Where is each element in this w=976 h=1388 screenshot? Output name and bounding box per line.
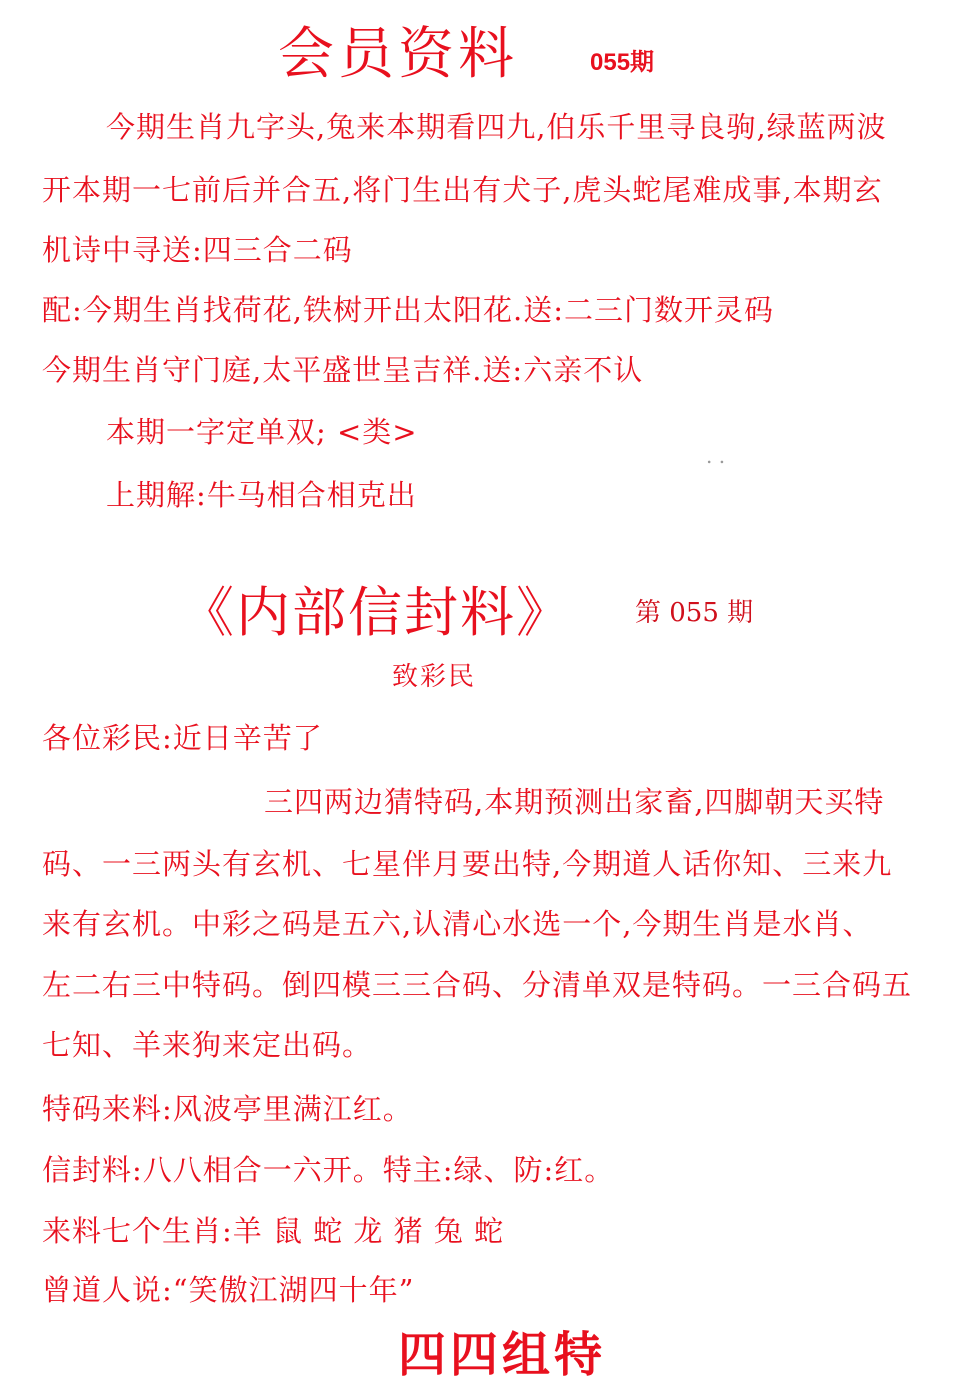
text-line: 曾道人说:“笑傲江湖四十年” — [42, 1273, 415, 1307]
page-title: 会员资料 — [278, 22, 518, 87]
text-line: 机诗中寻送:四三合二码 — [42, 233, 353, 267]
text-line: 三四两边猜特码,本期预测出家畜,四脚朝天买特 — [264, 785, 885, 819]
text-line: 来料七个生肖:羊 鼠 蛇 龙 猪 兔 蛇 — [42, 1214, 505, 1248]
issue-number: 第 055 期 — [635, 598, 754, 628]
text-line: 七知、羊来狗来定出码。 — [42, 1028, 373, 1062]
text-line: 信封料:八八相合一六开。特主:绿、防:红。 — [42, 1153, 615, 1187]
text-line: 今期生肖守门庭,太平盛世呈吉祥.送:六亲不认 — [42, 353, 644, 387]
stray-dots: . . — [706, 444, 726, 468]
text-line: 配:今期生肖找荷花,铁树开出太阳花.送:二三门数开灵码 — [42, 293, 774, 327]
greeting: 各位彩民:近日辛苦了 — [42, 721, 323, 755]
final-heading: 四四组特 — [398, 1327, 607, 1383]
text-line: 开本期一七前后并合五,将门生出有犬子,虎头蛇尾难成事,本期玄 — [42, 173, 883, 207]
text-line: 左二右三中特码。倒四模三三合码、分清单双是特码。一三合码五 — [42, 968, 913, 1002]
section-title: 《内部信封料》 — [180, 581, 572, 644]
text-line: 来有玄机。中彩之码是五六,认清心水选一个,今期生肖是水肖、 — [42, 907, 873, 941]
text-line: 码、一三两头有玄机、七星伴月要出特,今期道人话你知、三来九 — [42, 847, 893, 881]
subtitle: 致彩民 — [392, 662, 477, 692]
text-line: 上期解:牛马相合相克出 — [106, 478, 417, 512]
text-line: 今期生肖九字头,兔来本期看四九,伯乐千里寻良驹,绿蓝两波 — [106, 110, 887, 144]
text-line: 本期一字定单双; <类> — [106, 415, 418, 449]
issue-number: 055期 — [590, 49, 655, 76]
text-line: 特码来料:风波亭里满江红。 — [42, 1092, 413, 1126]
